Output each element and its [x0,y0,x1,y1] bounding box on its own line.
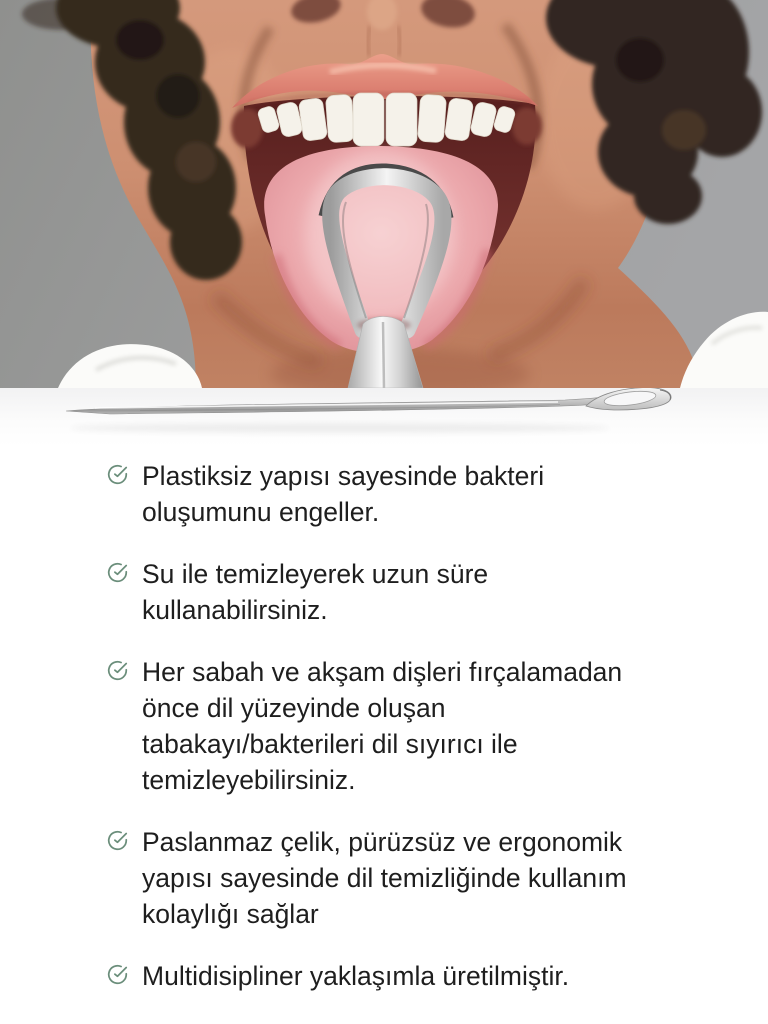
hero-photo-illustration [0,0,768,388]
check-circle-icon [107,830,128,851]
check-circle-icon [107,562,128,583]
tool-shadow [70,423,610,433]
tongue-scraper-side-view-illustration [0,388,768,446]
feature-list [0,446,768,994]
hero-photo [0,0,768,388]
check-circle-icon [107,964,128,985]
feature-text: Su ile temizleyerek uzun süre kullanabilirsiniz. [142,559,489,625]
check-circle-icon [107,464,128,485]
feature-item [107,654,728,798]
feature-text: Multidisipliner yaklaşımla üretilmiştir. [142,961,570,991]
product-side-view [0,388,768,446]
feature-item [107,824,728,932]
check-circle-icon [107,660,128,681]
feature-item [107,958,728,994]
feature-item [107,556,728,628]
feature-item [107,458,728,530]
feature-text: Her sabah ve akşam dişleri fırçalamadan önce dil yüzeyinde oluşan tabakayı⁠/⁠bakterileri dil sıyırıcı ile temizleyebilirsiniz. [142,657,623,795]
feature-text: Plastiksiz yapısı sayesinde bakteri oluşumunu engeller. [142,461,545,527]
feature-text: Paslanmaz çelik, pürüzsüz ve ergonomik yapısı sayesinde dil temizliğinde kullanım kolaylığı sağlar [142,827,627,929]
